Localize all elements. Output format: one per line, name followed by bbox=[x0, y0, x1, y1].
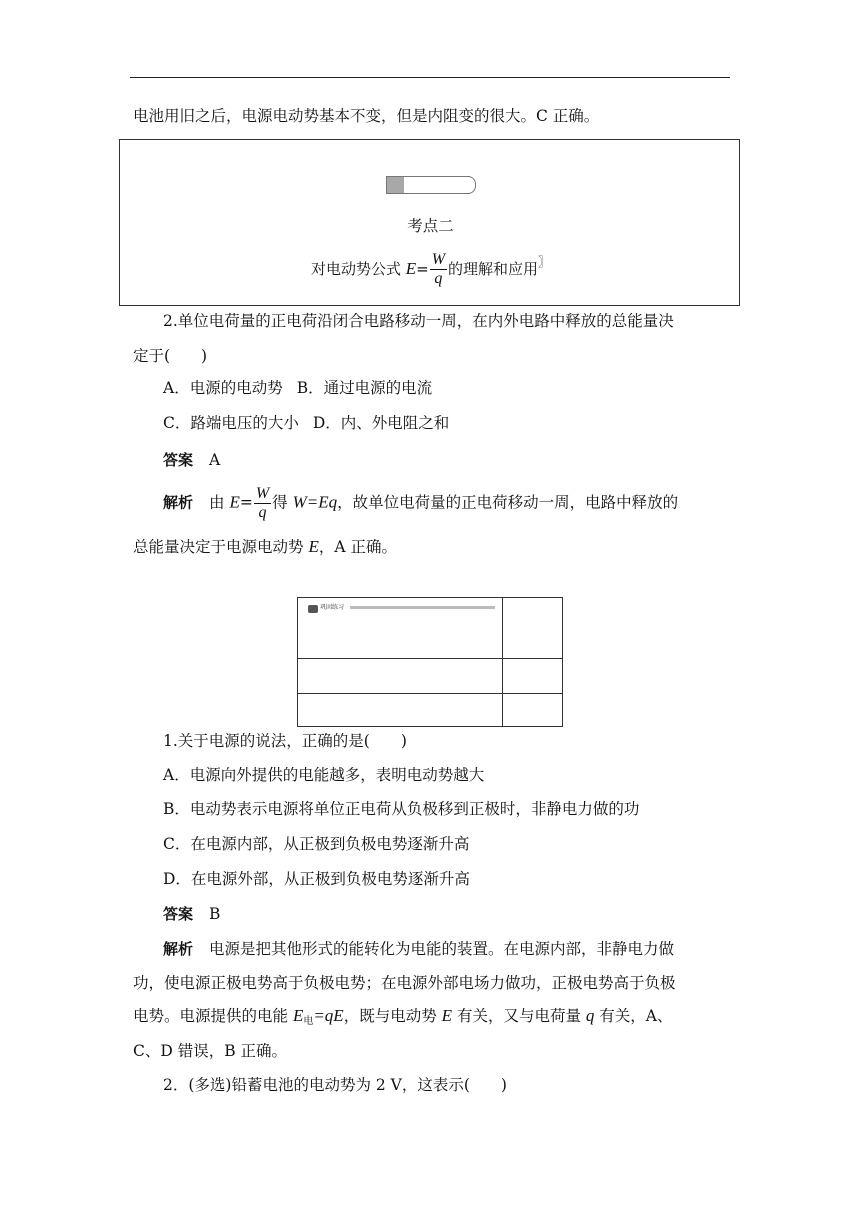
q1-option-a: A．电源向外提供的电能越多，表明电动势越大 bbox=[163, 766, 485, 784]
practice-label: 巩固练习 bbox=[320, 604, 345, 611]
section-tab-icon bbox=[386, 176, 470, 194]
q2-example-analysis-2: 总能量决定于电源电动势 E，A 正确。 bbox=[133, 537, 397, 556]
q2-example-analysis-1: 解析 由 E= $\frac{W}{q}$ 得 W=Eq，故单位电荷量的正电荷移动一周，电路中释放的 bbox=[163, 485, 679, 521]
practice-banner-divider-h2 bbox=[298, 693, 562, 694]
practice-banner bbox=[297, 597, 563, 727]
q1-analysis-3: 电势。电源提供的电能 $E_电=qE$，既与电动势 E 有关，又与电荷量 q 有关，A、 bbox=[133, 1006, 673, 1027]
q1-answer: 答案 B bbox=[163, 905, 221, 923]
practice-banner-divider-v bbox=[502, 598, 503, 726]
q2-stem: 2．(多选)铅蓄电池的电动势为 2 V，这表示( ) bbox=[163, 1076, 507, 1094]
practice-bar bbox=[350, 606, 495, 609]
q1-option-b: B．电动势表示电源将单位正电荷从负极移到正极时，非静电力做的功 bbox=[163, 800, 640, 818]
practice-banner-divider-h1 bbox=[298, 658, 562, 659]
q1-option-d: D．在电源外部，从正极到负极电势逐渐升高 bbox=[163, 870, 470, 888]
intro-line: 电池用旧之后，电源电动势基本不变，但是内阻变的很大。C 正确。 bbox=[133, 107, 600, 125]
q2-example-answer: 答案 A bbox=[163, 451, 221, 469]
q1-stem: 1.关于电源的说法，正确的是( ) bbox=[163, 732, 407, 750]
bracket-icon: 〗 bbox=[538, 255, 551, 269]
q1-analysis-1: 解析 电源是把其他形式的能转化为电能的装置。在电源内部，非静电力做 bbox=[163, 940, 675, 958]
q1-analysis-2: 功，使电源正极电势高于负极电势；在电源外部电场力做功，正极电势高于负极 bbox=[133, 974, 676, 992]
q2-example-stem-2: 定于( ) bbox=[133, 347, 208, 365]
header-rule bbox=[130, 77, 730, 78]
q2-example-options-ab: A．电源的电动势 B．通过电源的电流 bbox=[163, 379, 433, 397]
section-label: 考点二 bbox=[407, 217, 454, 235]
practice-icon bbox=[308, 605, 318, 613]
q1-option-c: C．在电源内部，从正极到负极电势逐渐升高 bbox=[163, 835, 470, 853]
q1-analysis-4: C、D 错误，B 正确。 bbox=[133, 1042, 288, 1060]
section-box bbox=[119, 139, 740, 306]
q2-example-stem-1: 2.单位电荷量的正电荷沿闭合电路移动一周，在内外电路中释放的总能量决 bbox=[163, 312, 674, 330]
section-title: 对电动势公式 E= $\frac{W}{q}$ 的理解和应用〗 bbox=[310, 251, 551, 287]
q2-example-options-cd: C．路端电压的大小 D．内、外电阻之和 bbox=[163, 414, 450, 432]
